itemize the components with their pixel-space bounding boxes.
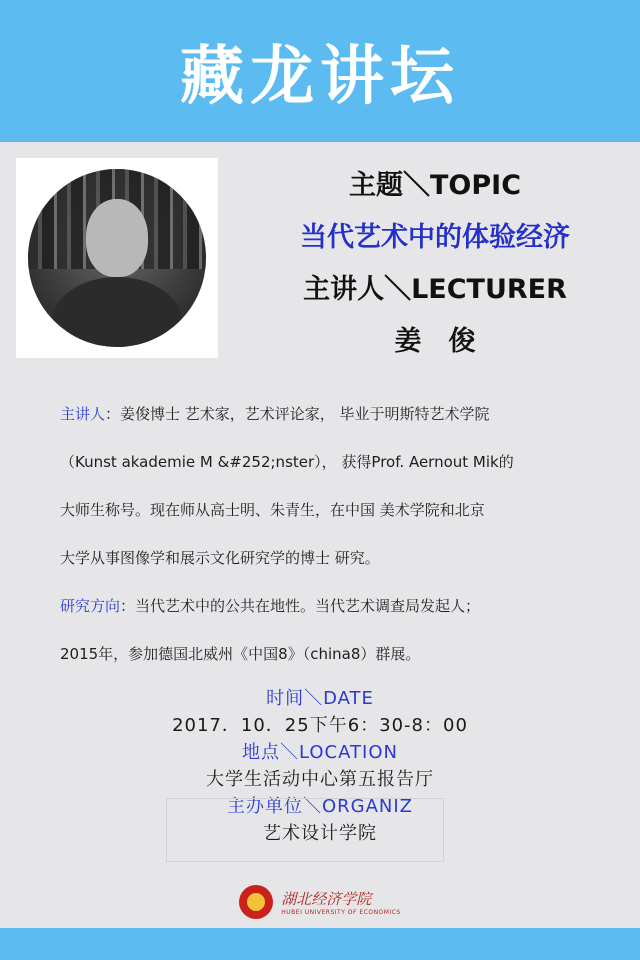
- topic-block: [230, 160, 640, 368]
- topic-title: 当代艺术中的体验经济: [300, 222, 570, 253]
- organizer-label: 主办单位＼ORGANIZ: [226, 796, 414, 817]
- bio-line: 大师生称号。现在师从高士明、朱青生，在中国 美术学院和北京: [60, 501, 485, 519]
- university-logo: [0, 880, 640, 924]
- bio-line: [60, 390, 600, 438]
- university-emblem-icon: [239, 885, 273, 919]
- topic-label: 主题＼TOPIC: [348, 170, 522, 201]
- research-label: 研究方向: [60, 597, 121, 615]
- footer-banner: [0, 928, 640, 960]
- portrait-body: [52, 277, 182, 347]
- location-value: 大学生活动中心第五报告厅: [206, 769, 434, 790]
- organizer-value: 艺术设计学院: [263, 823, 377, 844]
- portrait-head: [86, 199, 148, 277]
- research-line: [60, 582, 600, 630]
- location-label: 地点＼LOCATION: [242, 742, 398, 763]
- date-value: 2017．10．25下午6：30-8：00: [172, 715, 468, 736]
- lecturer-label: 主讲人＼LECTURER: [303, 274, 567, 305]
- date-label: 时间＼DATE: [266, 688, 374, 709]
- research-line: 2015年，参加德国北威州《中国8》（china8）群展。: [60, 645, 421, 663]
- logo-english-name: HUBEI UNIVERSITY OF ECONOMICS: [281, 909, 401, 916]
- bio-text: ：姜俊博士 艺术家，艺术评论家， 毕业于明斯特艺术学院: [105, 405, 490, 423]
- lecturer-portrait: [28, 169, 206, 347]
- bio-line: 大学从事图像学和展示文化研究学的博士 研究。: [60, 549, 380, 567]
- bio-lecturer-label: 主讲人: [60, 405, 106, 423]
- header-banner: [0, 0, 640, 142]
- organizer-box: [166, 798, 444, 862]
- research-text: ：当代艺术中的公共在地性。当代艺术调查局发起人；: [120, 597, 481, 615]
- page-title: 藏龙讲坛: [180, 40, 460, 114]
- logo-text: [281, 888, 400, 916]
- bio-line: （Kunst akademie M &#252;nster）， 获得Prof. Aernout Mik的: [60, 453, 514, 471]
- lecturer-name: 姜 俊: [394, 326, 476, 357]
- portrait-frame: [16, 158, 218, 358]
- bio-section: [60, 390, 600, 678]
- logo-chinese-name: 湖北经济学院: [281, 890, 372, 908]
